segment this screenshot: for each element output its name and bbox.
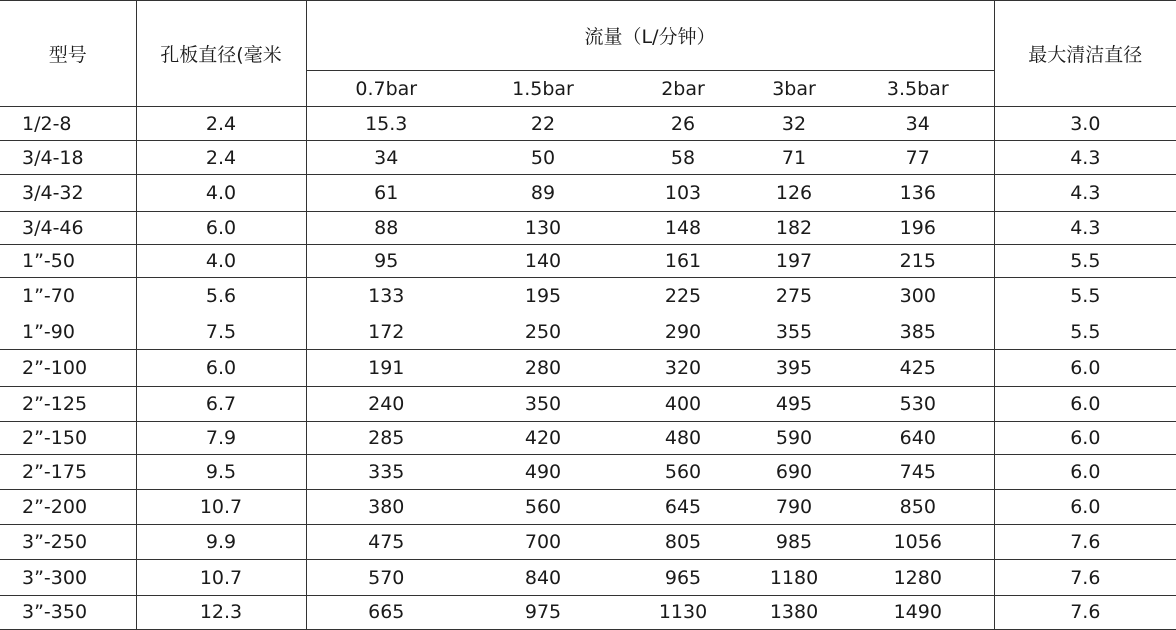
cell-flow-rate: 965: [620, 560, 746, 595]
cell-orifice-diameter: 4.0: [136, 244, 306, 277]
cell-model: 3/4-46: [0, 211, 136, 244]
header-max-clean-diameter: 最大清洁直径: [994, 1, 1176, 107]
cell-flow-rate: 1130: [620, 595, 746, 629]
cell-orifice-diameter: 6.7: [136, 386, 306, 421]
cell-max-clean-diameter: 3.0: [994, 107, 1176, 141]
cell-flow-rate: 32: [746, 107, 842, 141]
cell-flow-rate: 172: [306, 315, 466, 350]
cell-max-clean-diameter: 4.3: [994, 141, 1176, 175]
table-row: [0, 560, 1176, 595]
cell-flow-rate: 133: [306, 277, 466, 314]
cell-flow-rate: 197: [746, 244, 842, 277]
cell-flow-rate: 1490: [842, 595, 994, 629]
cell-flow-rate: 1180: [746, 560, 842, 595]
cell-model: 1”-70: [0, 277, 136, 314]
cell-flow-rate: 975: [466, 595, 620, 629]
cell-flow-rate: 495: [746, 386, 842, 421]
cell-flow-rate: 640: [842, 421, 994, 454]
cell-max-clean-diameter: 6.0: [994, 350, 1176, 386]
cell-model: 3/4-32: [0, 175, 136, 211]
cell-flow-rate: 690: [746, 454, 842, 489]
header-pressure-0-7bar: 0.7bar: [306, 71, 466, 107]
cell-flow-rate: 1380: [746, 595, 842, 629]
table-row: [0, 386, 1176, 421]
cell-flow-rate: 1280: [842, 560, 994, 595]
cell-flow-rate: 490: [466, 454, 620, 489]
cell-orifice-diameter: 2.4: [136, 141, 306, 175]
cell-model: 2”-200: [0, 490, 136, 525]
cell-flow-rate: 191: [306, 350, 466, 386]
cell-orifice-diameter: 9.9: [136, 525, 306, 560]
cell-model: 1”-50: [0, 244, 136, 277]
cell-flow-rate: 320: [620, 350, 746, 386]
header-pressure-3-5bar: 3.5bar: [842, 71, 994, 107]
cell-flow-rate: 590: [746, 421, 842, 454]
header-pressure-1-5bar: 1.5bar: [466, 71, 620, 107]
cell-flow-rate: 95: [306, 244, 466, 277]
cell-flow-rate: 89: [466, 175, 620, 211]
cell-flow-rate: 420: [466, 421, 620, 454]
table-body: [0, 107, 1176, 630]
cell-flow-rate: 645: [620, 490, 746, 525]
cell-flow-rate: 103: [620, 175, 746, 211]
header-orifice-diameter: 孔板直径(毫米: [136, 1, 306, 107]
cell-orifice-diameter: 10.7: [136, 560, 306, 595]
table-row: [0, 315, 1176, 350]
cell-flow-rate: 530: [842, 386, 994, 421]
table-row: [0, 141, 1176, 175]
table-row: [0, 175, 1176, 211]
cell-flow-rate: 58: [620, 141, 746, 175]
cell-flow-rate: 1056: [842, 525, 994, 560]
cell-flow-rate: 50: [466, 141, 620, 175]
cell-max-clean-diameter: 7.6: [994, 560, 1176, 595]
cell-flow-rate: 240: [306, 386, 466, 421]
cell-flow-rate: 425: [842, 350, 994, 386]
cell-flow-rate: 15.3: [306, 107, 466, 141]
cell-model: 3”-300: [0, 560, 136, 595]
cell-max-clean-diameter: 4.3: [994, 175, 1176, 211]
cell-orifice-diameter: 7.9: [136, 421, 306, 454]
cell-flow-rate: 560: [466, 490, 620, 525]
cell-flow-rate: 285: [306, 421, 466, 454]
cell-flow-rate: 985: [746, 525, 842, 560]
cell-flow-rate: 161: [620, 244, 746, 277]
cell-flow-rate: 126: [746, 175, 842, 211]
cell-flow-rate: 700: [466, 525, 620, 560]
table-row: [0, 454, 1176, 489]
cell-flow-rate: 395: [746, 350, 842, 386]
cell-orifice-diameter: 7.5: [136, 315, 306, 350]
cell-flow-rate: 480: [620, 421, 746, 454]
table-row: [0, 421, 1176, 454]
cell-max-clean-diameter: 5.5: [994, 315, 1176, 350]
header-pressure-3bar: 3bar: [746, 71, 842, 107]
cell-max-clean-diameter: 5.5: [994, 244, 1176, 277]
cell-flow-rate: 280: [466, 350, 620, 386]
cell-model: 2”-100: [0, 350, 136, 386]
cell-flow-rate: 840: [466, 560, 620, 595]
cell-model: 1”-90: [22, 321, 75, 343]
cell-max-clean-diameter: 4.3: [994, 211, 1176, 244]
cell-flow-rate: 225: [620, 277, 746, 314]
header-flow-rate: 流量（L/分钟）: [306, 1, 994, 71]
cell-max-clean-diameter: 6.0: [994, 386, 1176, 421]
cell-max-clean-diameter: 5.5: [994, 277, 1176, 314]
cell-orifice-diameter: 9.5: [136, 454, 306, 489]
cell-flow-rate: 136: [842, 175, 994, 211]
cell-flow-rate: 77: [842, 141, 994, 175]
cell-flow-rate: 215: [842, 244, 994, 277]
cell-flow-rate: 475: [306, 525, 466, 560]
cell-orifice-diameter: 6.0: [136, 350, 306, 386]
table-row: [0, 211, 1176, 244]
cell-orifice-diameter: 4.0: [136, 175, 306, 211]
cell-flow-rate: 148: [620, 211, 746, 244]
cell-model: 3”-250: [0, 525, 136, 560]
cell-max-clean-diameter: 6.0: [994, 454, 1176, 489]
cell-flow-rate: 34: [842, 107, 994, 141]
cell-flow-rate: 34: [306, 141, 466, 175]
cell-flow-rate: 26: [620, 107, 746, 141]
header-model: 型号: [0, 1, 136, 107]
cell-flow-rate: 195: [466, 277, 620, 314]
cell-flow-rate: 570: [306, 560, 466, 595]
cell-orifice-diameter: 5.6: [136, 277, 306, 314]
cell-flow-rate: 400: [620, 386, 746, 421]
table-row: [0, 595, 1176, 629]
cell-flow-rate: 385: [899, 321, 936, 343]
cell-flow-rate: 380: [306, 490, 466, 525]
cell-flow-rate: 196: [842, 211, 994, 244]
cell-flow-rate: 335: [306, 454, 466, 489]
cell-max-clean-diameter: 6.0: [994, 490, 1176, 525]
cell-flow-rate: 300: [842, 277, 994, 314]
cell-flow-rate: 275: [746, 277, 842, 314]
header-pressure-2bar: 2bar: [620, 71, 746, 107]
cell-flow-rate: 560: [620, 454, 746, 489]
cell-flow-rate: 290: [664, 321, 702, 343]
cell-flow-rate: 22: [466, 107, 620, 141]
table-row: [0, 244, 1176, 277]
cell-flow-rate: 61: [306, 175, 466, 211]
cell-flow-rate: 130: [466, 211, 620, 244]
cell-model: 3/4-18: [0, 141, 136, 175]
cell-flow-rate: 805: [620, 525, 746, 560]
cell-model: 2”-125: [0, 386, 136, 421]
cell-flow-rate: 140: [466, 244, 620, 277]
cell-max-clean-diameter: 6.0: [994, 421, 1176, 454]
cell-flow-rate: 250: [524, 321, 562, 343]
cell-flow-rate: 790: [746, 490, 842, 525]
cell-flow-rate: 88: [306, 211, 466, 244]
table-row: [0, 525, 1176, 560]
cell-model: 3”-350: [0, 595, 136, 629]
cell-model: 1/2-8: [0, 107, 136, 141]
cell-flow-rate: 182: [746, 211, 842, 244]
cell-flow-rate: 850: [842, 490, 994, 525]
cell-orifice-diameter: 10.7: [136, 490, 306, 525]
cell-flow-rate: 350: [466, 386, 620, 421]
table-row: [0, 350, 1176, 386]
cell-flow-rate: 745: [842, 454, 994, 489]
cell-orifice-diameter: 2.4: [136, 107, 306, 141]
table-row: [0, 490, 1176, 525]
cell-flow-rate: 71: [746, 141, 842, 175]
table-row: [0, 277, 1176, 314]
cell-flow-rate: 355: [775, 321, 813, 343]
cell-flow-rate: 665: [306, 595, 466, 629]
cell-model: 2”-175: [0, 454, 136, 489]
cell-model: 2”-150: [0, 421, 136, 454]
cell-max-clean-diameter: 7.6: [994, 595, 1176, 629]
cell-orifice-diameter: 6.0: [136, 211, 306, 244]
table-row: [0, 107, 1176, 141]
cell-orifice-diameter: 12.3: [136, 595, 306, 629]
cell-max-clean-diameter: 7.6: [994, 525, 1176, 560]
